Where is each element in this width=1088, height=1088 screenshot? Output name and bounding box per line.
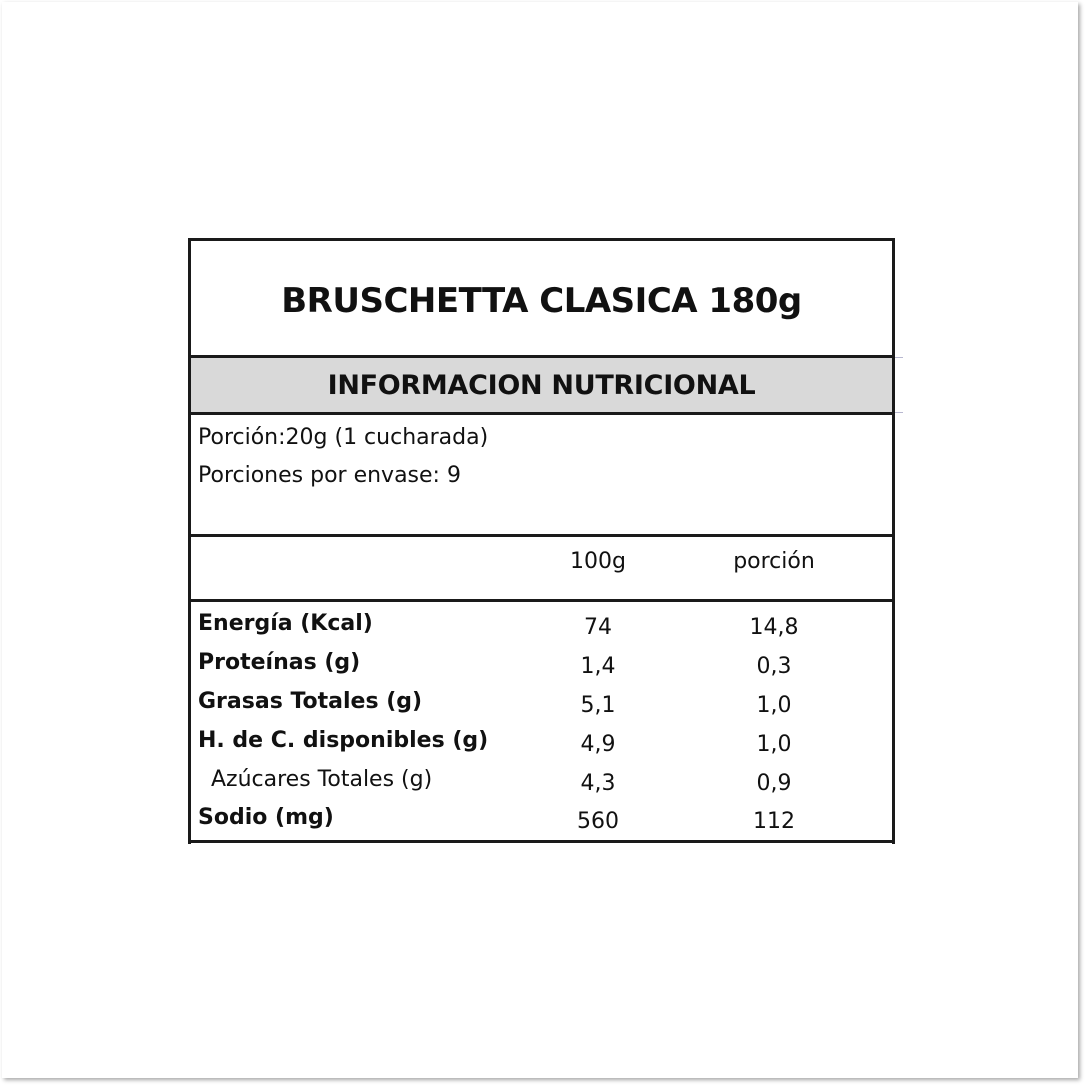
edge-mark	[895, 357, 903, 358]
edge-mark	[895, 412, 903, 413]
title-row	[191, 241, 892, 358]
nutrient-value-100g: 4,9	[580, 732, 616, 757]
serving-info	[191, 415, 892, 537]
nutrient-row	[191, 650, 892, 689]
nutrient-name: Energía (Kcal)	[198, 611, 373, 636]
nutrient-value-serving: 1,0	[756, 693, 792, 718]
nutrient-row	[191, 805, 892, 844]
column-header-100g: 100g	[570, 549, 626, 574]
nutrient-name: Grasas Totales (g)	[198, 689, 423, 714]
nutrient-value-serving: 112	[753, 809, 795, 834]
nutrient-name: Sodio (mg)	[198, 805, 334, 830]
servings-per-container: Porciones por envase: 9	[198, 463, 461, 488]
nutrient-value-100g: 74	[584, 615, 612, 640]
column-headers	[191, 537, 892, 602]
nutrient-name: Azúcares Totales (g)	[211, 767, 433, 792]
nutrient-value-serving: 0,3	[756, 654, 792, 679]
nutrient-row	[191, 767, 892, 806]
nutrient-value-100g: 4,3	[580, 771, 616, 796]
nutrient-value-100g: 560	[577, 809, 619, 834]
section-header	[191, 358, 892, 415]
nutrient-name: Proteínas (g)	[198, 650, 361, 675]
column-header-serving: porción	[733, 549, 815, 574]
nutrient-value-serving: 1,0	[756, 732, 792, 757]
nutrient-value-serving: 0,9	[756, 771, 792, 796]
section-header-text: INFORMACION NUTRICIONAL	[327, 369, 756, 401]
label-bottom-border	[188, 840, 895, 843]
nutrient-row	[191, 689, 892, 728]
nutrient-value-100g: 1,4	[580, 654, 616, 679]
product-title: BRUSCHETTA CLASICA 180g	[281, 281, 802, 321]
nutrient-value-100g: 5,1	[580, 693, 616, 718]
serving-size: Porción:20g (1 cucharada)	[198, 425, 489, 450]
nutrient-name: H. de C. disponibles (g)	[198, 728, 489, 753]
nutrition-label	[188, 238, 895, 844]
nutrient-row	[191, 728, 892, 767]
nutrient-row	[191, 611, 892, 650]
nutrient-value-serving: 14,8	[749, 615, 799, 640]
